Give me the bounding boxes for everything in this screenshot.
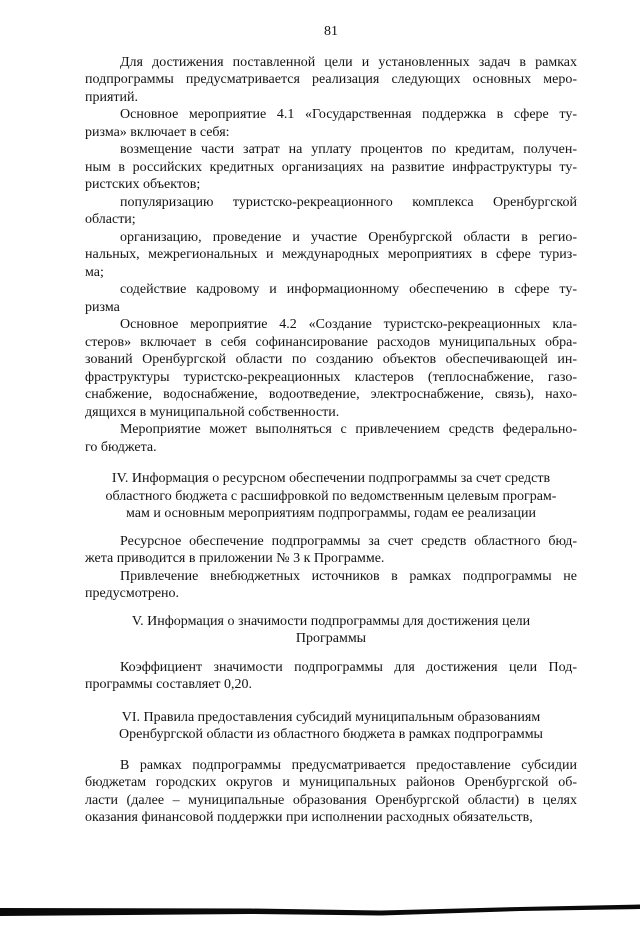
text-line: оказания финансовой поддержки при исполнении расходных обязательств,	[85, 810, 533, 825]
text-line: VI. Правила предоставления субсидий муниципальным образованиям	[121, 709, 541, 725]
text-line: Мероприятие может выполняться с привлечением средств федерально-	[120, 422, 577, 437]
text-line: ным в российских кредитных организациях на развитие инфраструктуры ту-	[85, 159, 577, 175]
text-line: IV. Информация о ресурсном обеспечении подпрограммы за счет средств	[111, 471, 551, 486]
text-line: содействие кадровому и информационному обеспечению в сфере ту-	[120, 282, 577, 297]
text-line: возмещение части затрат на уплату процентов по кредитам, получен-	[120, 142, 577, 157]
text-line: Оренбургской области из областного бюджета в рамках подпрограммы	[119, 727, 543, 742]
text-line: организацию, проведение и участие Оренбургской области в регио-	[120, 229, 577, 245]
text-line: Для достижения поставленной цели и установленных задач в рамках	[120, 54, 577, 70]
text-line: Программы	[295, 631, 367, 646]
paragraph	[85, 757, 577, 827]
paragraph	[85, 533, 577, 568]
text-line: области;	[85, 212, 136, 227]
text-line: Привлечение внебюджетных источников в рамках подпрограммы не	[120, 568, 577, 584]
paragraph	[85, 281, 577, 316]
text-line: Основное мероприятие 4.1 «Государственная поддержка в сфере ту-	[120, 107, 577, 122]
text-line: популяризацию туристско-рекреационного комплекса Оренбургской	[120, 194, 577, 210]
paragraph	[85, 568, 577, 603]
text-line: дящихся в муниципальной собственности.	[85, 404, 340, 420]
text-line: Коэффициент значимости подпрограммы для достижения цели Под-	[120, 659, 577, 675]
paragraph	[85, 421, 577, 456]
text-line: нальных, межрегиональных и международных мероприятиях в сфере туриз-	[85, 247, 577, 262]
page-number: 81	[324, 24, 338, 39]
text-line: стеров» включает в себя софинансирование расходов муниципальных обра-	[85, 334, 577, 350]
text-line: ризма» включает в себя:	[85, 124, 230, 140]
text-line: В рамках подпрограммы предусматривается предоставление субсидии	[120, 757, 577, 773]
paragraph	[85, 194, 577, 229]
text-line: фраструктуры туристско-рекреационных кластеров (теплоснабжение, газо-	[85, 369, 577, 385]
section-heading	[85, 613, 577, 648]
section-heading	[85, 709, 577, 744]
text-line: подпрограммы предусматривается реализация следующих основных меро-	[85, 72, 577, 87]
text-line: V. Информация о значимости подпрограммы для достижения цели	[131, 613, 531, 629]
text-line: бюджетам городских округов и муниципальных районов Оренбургской об-	[85, 775, 577, 790]
text-line: зований Оренбургской области по созданию объектов обеспечивающей ин-	[85, 352, 577, 367]
text-line: снабжение, водоснабжение, водоотведение, электроснабжение, связь), нахо-	[85, 387, 577, 402]
text-line: ризма	[85, 299, 120, 315]
text-line: ма;	[85, 264, 104, 280]
paragraph	[85, 316, 577, 421]
text-line: Ресурсное обеспечение подпрограммы за счет средств областного бюд-	[120, 533, 577, 549]
document-body-text	[85, 54, 577, 827]
paragraph	[85, 106, 577, 141]
paragraph	[85, 659, 577, 694]
text-line: жета приводится в приложении № 3 к Программе.	[85, 551, 385, 566]
document-page	[0, 23, 640, 928]
text-line: го бюджета.	[85, 439, 157, 455]
text-line: мам и основным мероприятиям подпрограммы, годам ее реализации	[126, 506, 536, 521]
text-line: ристских объектов;	[85, 177, 201, 192]
text-line: Основное мероприятие 4.2 «Создание туристско-рекреационных кла-	[120, 317, 577, 332]
paragraph	[85, 54, 577, 107]
paragraph	[85, 141, 577, 194]
text-line: ласти (далее – муниципальные образования Оренбургской области) в целях	[85, 792, 577, 808]
scan-edge-artifact-bar	[0, 901, 640, 921]
text-line: приятий.	[85, 89, 139, 105]
text-line: предусмотрено.	[85, 586, 180, 601]
section-heading	[85, 470, 577, 523]
paragraph	[85, 229, 577, 282]
text-line: областного бюджета с расшифровкой по ведомственным целевым програм-	[105, 488, 557, 504]
text-line: программы составляет 0,20.	[85, 677, 253, 692]
